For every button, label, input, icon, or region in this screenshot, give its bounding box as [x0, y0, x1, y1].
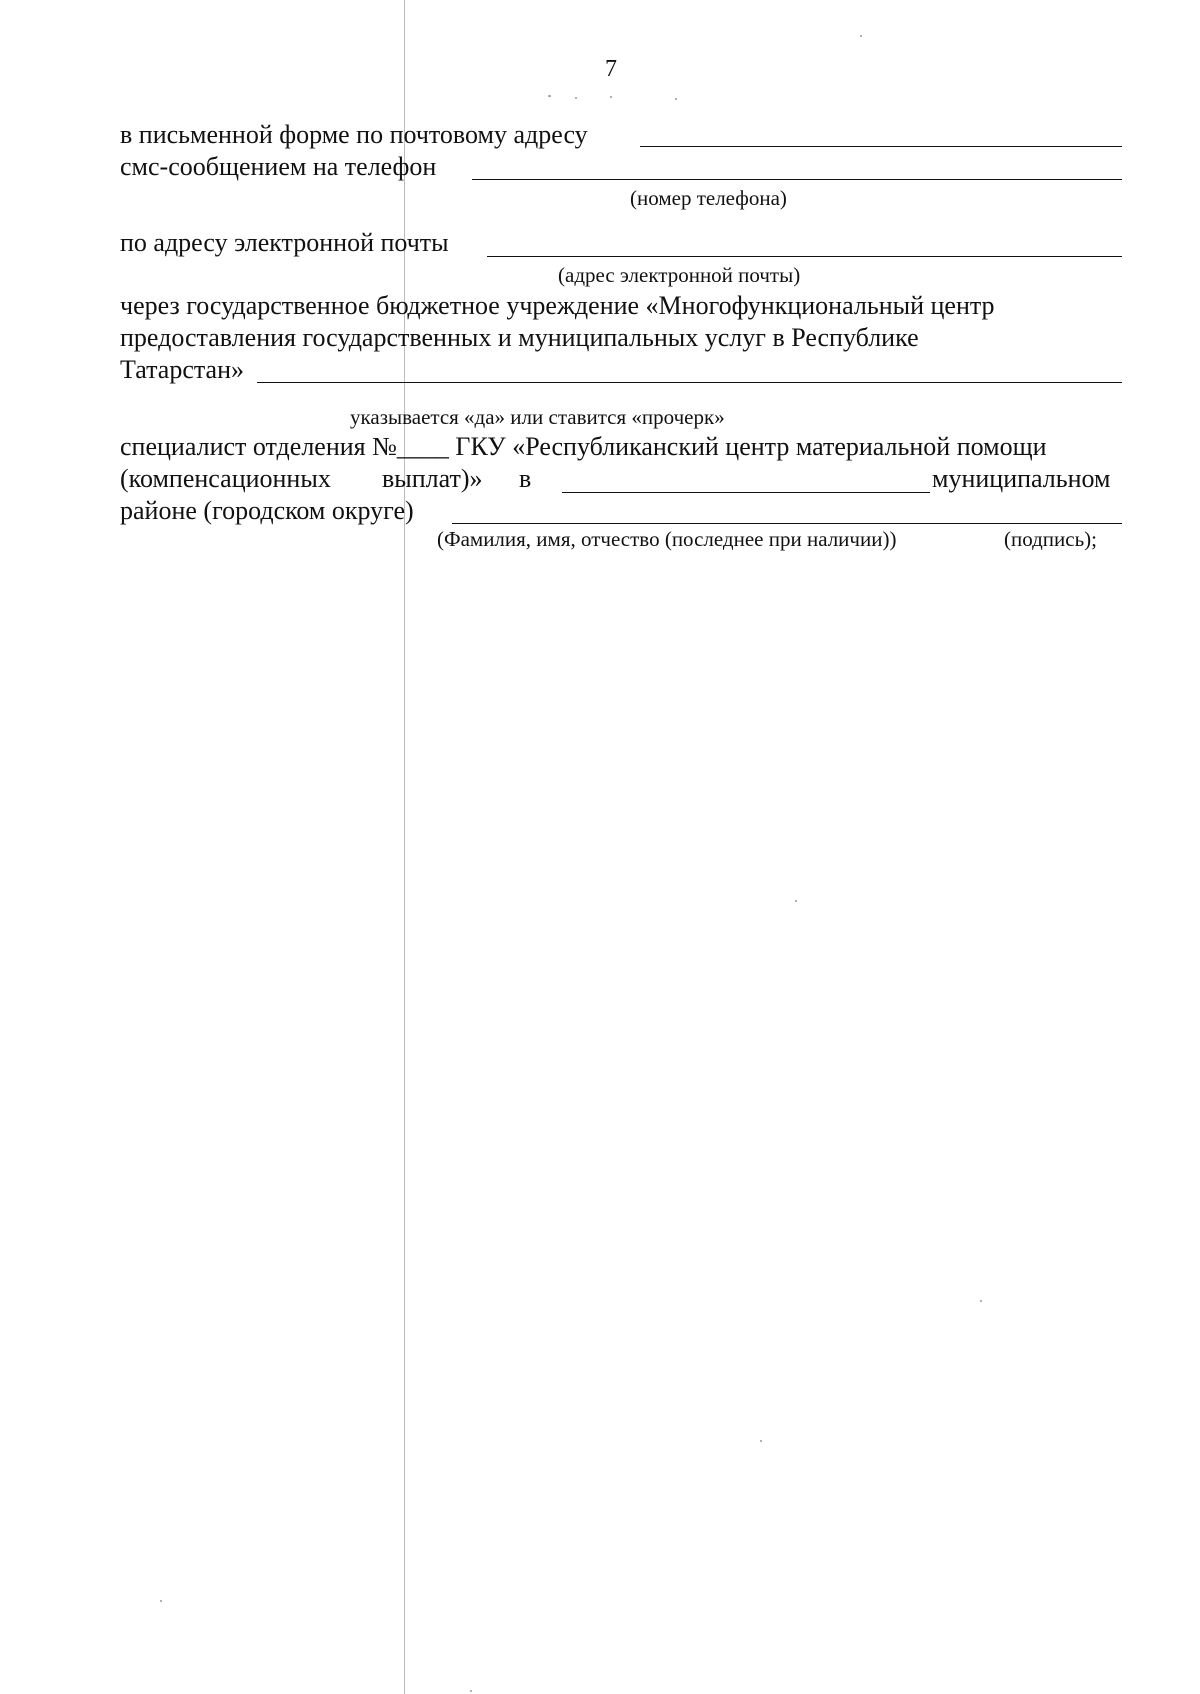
scan-speck [470, 1690, 472, 1692]
scan-speck [760, 1440, 762, 1442]
scan-speck [610, 96, 612, 98]
specialist-name-caption: (Фамилия, имя, отчество (последнее при наличии)) [437, 527, 897, 551]
email-label: по адресу электронной почты [120, 228, 449, 257]
postal-address-blank[interactable] [640, 146, 1122, 147]
scan-speck [795, 900, 797, 902]
mfc-text-line-1: через государственное бюджетное учреждение «Многофункциональный центр [120, 291, 995, 320]
specialist-line-1: специалист отделения №____ ГКУ «Республиканский центр материальной помощи [120, 432, 1047, 461]
signature-caption: (подпись); [1004, 527, 1098, 551]
scan-speck [675, 98, 677, 100]
postal-address-label: в письменной форме по почтовому адресу [120, 120, 588, 149]
specialist-line-3: районе (городском округе) [120, 496, 414, 525]
page-number: 7 [605, 56, 617, 82]
specialist-name-signature-blank[interactable] [452, 523, 1122, 524]
phone-number-blank[interactable] [472, 179, 1122, 180]
mfc-text-line-3: Татарстан» [120, 355, 244, 384]
mfc-blank[interactable] [257, 382, 1122, 383]
specialist-line-2-part-2: выплат)» [382, 464, 483, 493]
mfc-caption: указывается «да» или ставится «прочерк» [350, 405, 725, 429]
email-blank[interactable] [487, 256, 1122, 257]
phone-number-caption: (номер телефона) [630, 186, 787, 210]
specialist-line-2-part-3: в [519, 464, 532, 493]
sms-label: смс-сообщением на телефон [120, 152, 437, 181]
mfc-text-line-2: предоставления государственных и муниципальных услуг в Республике [120, 323, 919, 352]
scan-speck [160, 1600, 162, 1602]
scan-speck [548, 95, 551, 97]
specialist-line-2-part-1: (компенсационных [120, 464, 331, 493]
scan-speck [980, 1300, 982, 1302]
email-caption: (адрес электронной почты) [558, 263, 801, 287]
scan-speck [860, 35, 862, 37]
municipality-blank[interactable] [562, 492, 930, 493]
scan-speck [575, 97, 577, 99]
specialist-line-2-part-4: муниципальном [932, 464, 1111, 493]
